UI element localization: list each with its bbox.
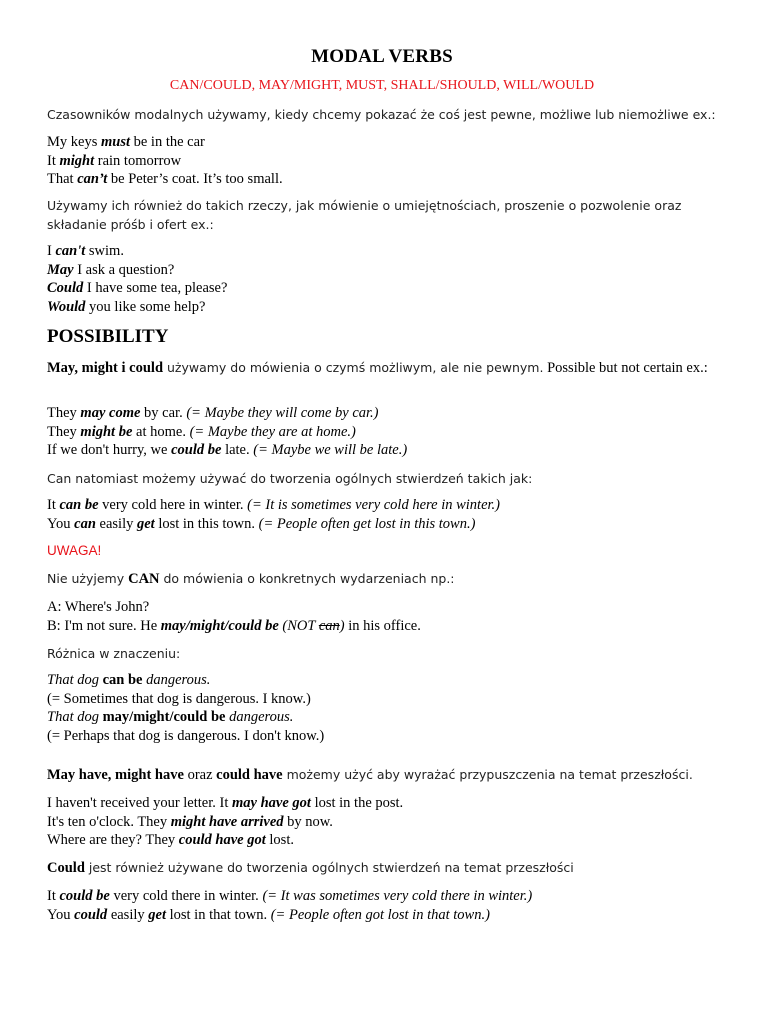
example-line: You could easily get lost in that town. (= People often got lost in that town.) xyxy=(47,906,490,923)
page-subtitle: CAN/COULD, MAY/MIGHT, MUST, SHALL/SHOULD, WILL/WOULD xyxy=(169,78,595,93)
example-block-1 xyxy=(47,133,717,189)
example-line: If we don't hurry, we could be late. (= Maybe we will be late.) xyxy=(47,442,408,458)
example-line: My keys must be in the car xyxy=(47,134,205,150)
example-line: That dog can be dangerous. xyxy=(47,672,211,688)
example-line: You can easily get lost in this town. (= People often get lost in this town.) xyxy=(47,515,476,532)
example-line: Would you like some help? xyxy=(47,298,206,315)
difference-label: Różnica w znaczeniu: xyxy=(47,646,181,661)
example-line: Where are they? They could have got lost. xyxy=(47,832,294,848)
past-intro: May have, might have oraz could have możemy użyć aby wyrażać przypuszczenia na temat przeszłości. xyxy=(47,767,693,783)
example-block-7 xyxy=(47,887,717,924)
possibility-intro: May, might i could używamy do mówienia o czymś możliwym, ale nie pewnym. Possible but not certain ex.: xyxy=(47,360,708,376)
example-line: Could I have some tea, please? xyxy=(47,280,228,296)
example-line: That can’t be Peter’s coat. It’s too small. xyxy=(47,171,283,187)
example-block-5 xyxy=(47,671,717,745)
example-line: (= Sometimes that dog is dangerous. I know.) xyxy=(47,690,311,707)
example-block-4 xyxy=(47,496,717,533)
example-line: They may come by car. (= Maybe they will come by car.) xyxy=(47,405,379,421)
dialog-line-a: A: Where's John? xyxy=(47,599,150,615)
intro-paragraph-1: Czasowników modalnych używamy, kiedy chcemy pokazać że coś jest pewne, możliwe lub niemożliwe ex.: xyxy=(47,107,716,122)
example-block-2 xyxy=(47,242,717,316)
dialog-example xyxy=(47,598,717,635)
example-block-6 xyxy=(47,794,717,850)
can-intro: Can natomiast możemy używać do tworzenia ogólnych stwierdzeń takich jak: xyxy=(47,471,533,486)
section-heading-possibility: POSSIBILITY xyxy=(47,326,169,347)
example-line: It could be very cold there in winter. (= It was sometimes very cold there in winter.) xyxy=(47,888,533,904)
example-line: That dog may/might/could be dangerous. xyxy=(47,709,294,725)
example-line: They might be at home. (= Maybe they are at home.) xyxy=(47,423,356,440)
could-intro: Could jest również używane do tworzenia ogólnych stwierdzeń na temat przeszłości xyxy=(47,860,574,876)
example-line: It can be very cold here in winter. (= It is sometimes very cold here in winter.) xyxy=(47,497,500,513)
example-block-3 xyxy=(47,404,717,460)
example-line: I haven't received your letter. It may have got lost in the post. xyxy=(47,795,404,811)
dialog-line-b: B: I'm not sure. He may/might/could be (NOT can) in his office. xyxy=(47,617,421,634)
example-line: It's ten o'clock. They might have arrived by now. xyxy=(47,813,333,830)
example-line: May I ask a question? xyxy=(47,261,175,278)
intro-paragraph-2: Używamy ich również do takich rzeczy, jak mówienie o umiejętnościach, proszenie o pozwolenie oraz składanie próśb i ofert ex.: xyxy=(47,198,682,232)
example-line: (= Perhaps that dog is dangerous. I don't know.) xyxy=(47,727,325,744)
warning-label: UWAGA! xyxy=(47,543,102,558)
page-title: MODAL VERBS xyxy=(311,46,453,67)
example-line: It might rain tomorrow xyxy=(47,152,182,169)
can-restriction-note: Nie użyjemy CAN do mówienia o konkretnych wydarzeniach np.: xyxy=(47,571,455,587)
example-line: I can't swim. xyxy=(47,243,124,259)
